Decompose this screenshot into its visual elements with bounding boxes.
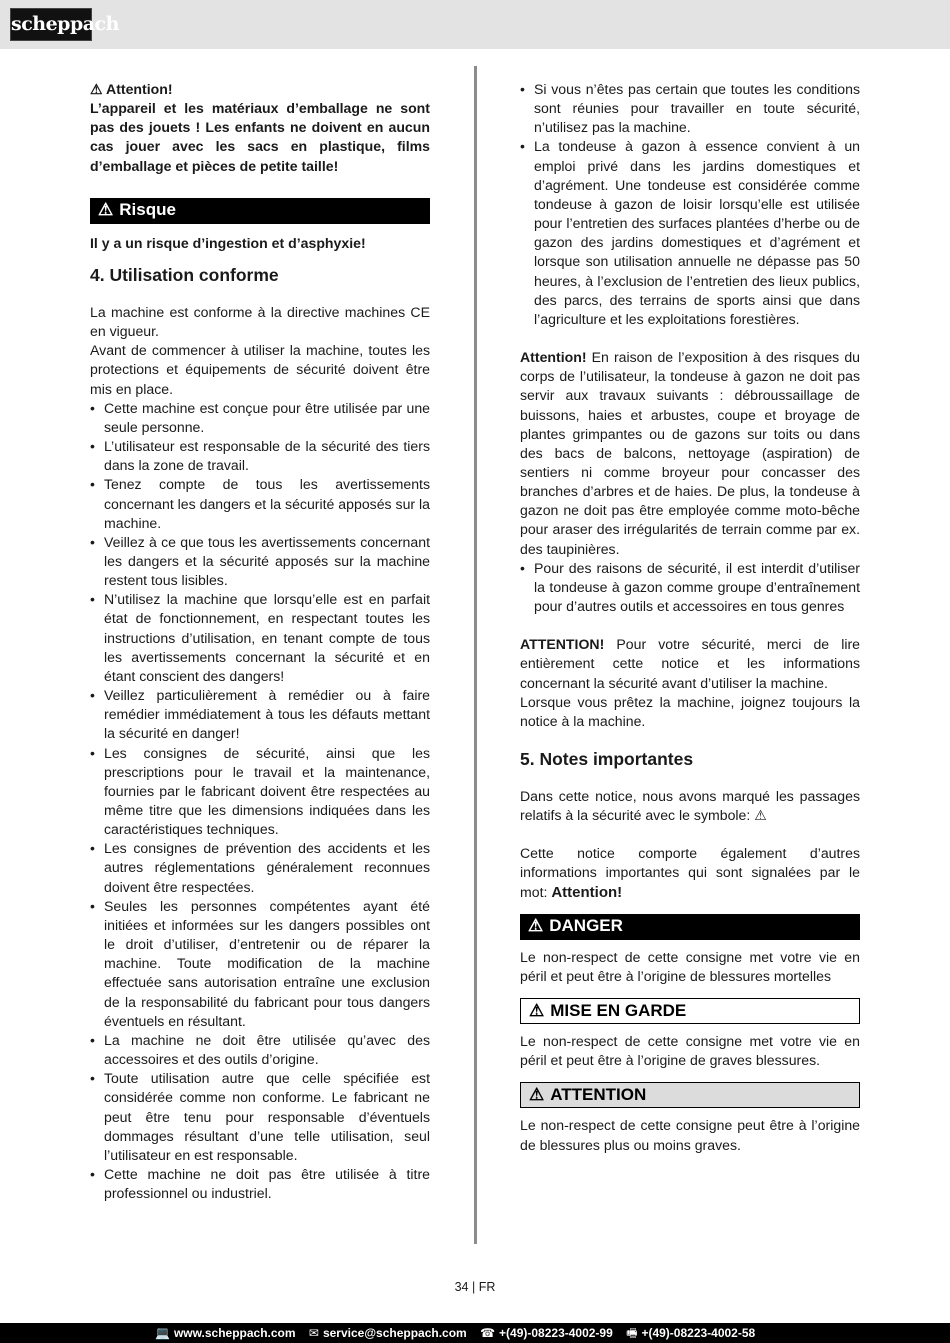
danger-box xyxy=(520,914,860,940)
attention-label: Attention! xyxy=(520,349,587,366)
attention-text: L’appareil et les matériaux d’emballage ne sont pas des jouets ! Les enfants ne doivent en aucun cas jouer avec les sacs en plastique, films d’emballage et pièces de petite taille! xyxy=(90,100,430,174)
paragraph: La machine est conforme à la directive machines CE en vigueur. xyxy=(90,303,430,340)
header-bar xyxy=(0,0,950,49)
fax-icon: 🖷 xyxy=(626,1326,638,1340)
section-4-title: 4. Utilisation conforme xyxy=(90,264,279,285)
attention-keyword: Attention! xyxy=(551,883,623,901)
list-item: • La tondeuse à gazon à essence convient à un emploi privé dans les jardins domestiques et d’agrément. Une tondeuse est considérée comme tondeuse à gazon de loisir lorsqu’elle est utilisée pour l’entretien des surfaces plantées d’herbe ou de gazon des jardins domestiques et d’agrément et lorsque son utilisation annuelle ne dépasse pas 50 heures, à l’exclusion de l’entretien des lieux publics, des parcs, des terrains de sports ainsi que dans l’agriculture et les exploitations forestières. xyxy=(520,137,860,329)
risk-box xyxy=(90,198,430,224)
footer-phone: +(49)-08223-4002-99 xyxy=(499,1326,613,1340)
list-item: • Pour des raisons de sécurité, il est interdit d’utiliser la tondeuse à gazon comme groupe d’entraînement pour d’autres outils et accessoires en tous genres xyxy=(520,559,860,616)
attention-paragraph xyxy=(520,635,860,692)
warning-icon: ⚠ xyxy=(529,1001,545,1021)
usage-list xyxy=(90,399,430,1204)
section-5-title: 5. Notes importantes xyxy=(520,749,694,769)
warning-label: MISE EN GARDE xyxy=(550,1001,687,1021)
warning-icon: ⚠ xyxy=(529,1085,545,1105)
list-item: • Cette machine ne doit pas être utilisée à titre professionnel ou industriel. xyxy=(90,1165,430,1203)
attention-text: Pour votre sécurité, merci de lire entièrement cette notice et les informations concernant la sécurité avant d’utiliser la machine. xyxy=(520,636,860,691)
list-item: • Seules les personnes compétentes ayant été initiées et informées sur les dangers possibles ont le droit d’utiliser, d’entretenir ou de réparer la machine. Toute modification de la machine effectuée sans autorisation entraîne une exclusion de la responsabilité du fabricant pour tous dangers éventuels en résultant. xyxy=(90,897,430,1031)
list-item: • La machine ne doit être utilisée qu’avec des accessoires et des outils d’origine. xyxy=(90,1031,430,1069)
warning-icon: ⚠ xyxy=(528,915,544,935)
page-number: 34 | FR xyxy=(454,1280,496,1294)
list-item: • Cette machine est conçue pour être utilisée par une seule personne. xyxy=(90,399,430,437)
list-item: • Veillez particulièrement à remédier ou à faire remédier immédiatement à tous les défauts mettant la sécurité en danger! xyxy=(90,686,430,743)
right-column xyxy=(520,80,860,1155)
paragraph: Dans cette notice, nous avons marqué les passages relatifs à la sécurité avec le symbole: ⚠ xyxy=(520,788,860,824)
caution-label: ATTENTION xyxy=(550,1085,647,1105)
list-item: • Les consignes de prévention des accidents et les autres réglementations généralement reconnues doivent être respectées. xyxy=(90,839,430,896)
paragraph: Lorsque vous prêtez la machine, joignez toujours la notice à la machine. xyxy=(520,693,860,729)
list-item: • L’utilisateur est responsable de la sécurité des tiers dans la zone de travail. xyxy=(90,437,430,475)
attention-label: ATTENTION! xyxy=(520,636,605,653)
danger-text: Le non-respect de cette consigne met votre vie en péril et peut être à l’origine de blessures mortelles xyxy=(520,948,860,984)
warning-box xyxy=(520,998,860,1024)
left-column xyxy=(90,80,430,1203)
list-item: • Les consignes de sécurité, ainsi que les prescriptions pour le travail et la maintenance, fournies par le fabricant doivent être respectées au même titre que les dimensions indiquées dans les caractéristiques techniques. xyxy=(90,744,430,840)
caution-text: Le non-respect de cette consigne peut être à l’origine de blessures plus ou moins graves. xyxy=(520,1117,860,1153)
mail-icon: ✉ xyxy=(308,1326,319,1340)
list-item: • Toute utilisation autre que celle spécifiée est considérée comme non conforme. Le fabricant ne peut être tenu pour responsable d’éventuels dommages résultant d’une telle utilisation, seul l’utilisateur en est responsable. xyxy=(90,1069,430,1165)
danger-label: DANGER xyxy=(549,915,623,935)
attention-title: ⚠ Attention! xyxy=(90,81,173,97)
list-item: • N’utilisez la machine que lorsqu’elle est en parfait état de fonctionnement, en respectant toutes les instructions d’utilisation, en tenant compte de tous les avertissements concernant la sécurité et en étant conscient des dangers! xyxy=(90,590,430,686)
attention-paragraph xyxy=(520,348,860,559)
list-item: • Veillez à ce que tous les avertissements concernant les dangers et la sécurité apposés sur la machine restent tous lisibles. xyxy=(90,533,430,590)
footer-bar xyxy=(0,1323,950,1343)
phone-icon: ☎ xyxy=(480,1326,496,1340)
paragraph xyxy=(520,844,860,901)
computer-icon: 💻 xyxy=(155,1326,170,1340)
attention-text: En raison de l’exposition à des risques du corps de l’utilisateur, la tondeuse à gazon ne doit pas servir aux travaux suivants : débroussaillage de buissons, haies et arbustes, coupe et broyage de plantes grimpantes ou de gazons sur toits ou dans des bacs de balcons, nettoyage (aspiration) de sentiers ni comme broyeur pour concasser des branches d’arbres et de haies. De plus, la tondeuse à gazon ne doit pas être employée comme moto-bêche pour araser des irrégularités de terrain comme par ex. des taupinières. xyxy=(520,349,860,557)
footer-mail-link[interactable]: service@scheppach.com xyxy=(322,1326,467,1340)
footer-fax: +(49)-08223-4002-58 xyxy=(641,1326,756,1340)
caution-box xyxy=(520,1082,860,1108)
list-item: • Tenez compte de tous les avertissements concernant les dangers et la sécurité apposés sur la machine. xyxy=(90,475,430,532)
safety-list xyxy=(520,559,860,616)
warning-text: Le non-respect de cette consigne met votre vie en péril et peut être à l’origine de graves blessures. xyxy=(520,1033,860,1069)
footer-web-link[interactable]: www.scheppach.com xyxy=(173,1326,296,1340)
footer-contacts xyxy=(155,1325,755,1341)
risk-text: Il y a un risque d’ingestion et d’asphyxie! xyxy=(90,234,366,251)
notes-text: Cette notice comporte également d’autres informations importantes qui sont signalées par le mot: xyxy=(520,845,860,900)
warning-icon: ⚠ xyxy=(98,199,114,219)
list-item: • Si vous n’êtes pas certain que toutes les conditions sont réunies pour travailler en toute sécurité, n’utilisez pas la machine. xyxy=(520,80,860,137)
paragraph: Avant de commencer à utiliser la machine, toutes les protections et équipements de sécurité doivent être mis en place. xyxy=(90,342,430,397)
risk-label: Risque xyxy=(119,199,176,219)
conditions-list xyxy=(520,80,860,329)
column-divider xyxy=(474,66,477,1244)
brand-logo: scheppach xyxy=(10,8,92,41)
